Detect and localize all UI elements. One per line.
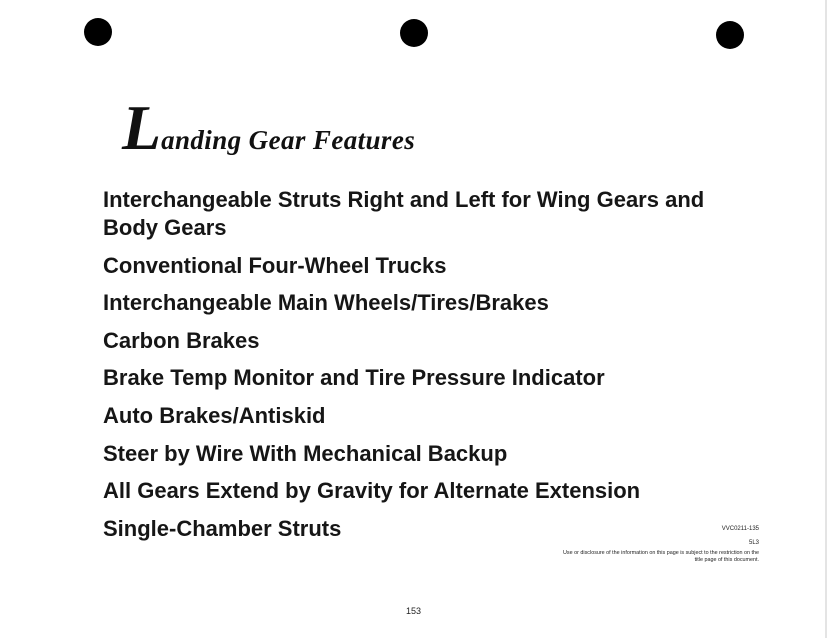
feature-item: Brake Temp Monitor and Tire Pressure Indicator: [103, 365, 605, 391]
document-sub-code: 5L3: [748, 540, 759, 546]
document-code: VVC0211-135: [721, 526, 759, 532]
binder-hole-center: [400, 19, 428, 47]
feature-item: Carbon Brakes: [103, 327, 260, 353]
feature-item: All Gears Extend by Gravity for Alternate Extension: [103, 478, 641, 504]
feature-item: Interchangeable Main Wheels/Tires/Brakes: [103, 290, 549, 316]
binder-hole-left: [84, 18, 112, 46]
feature-item: Conventional Four-Wheel Trucks: [103, 252, 447, 278]
title-initial-letter: L: [122, 92, 162, 163]
page-title: [122, 92, 416, 163]
page-number: 153: [405, 606, 422, 616]
feature-item: Single-Chamber Struts: [103, 515, 342, 541]
title-text: anding Gear Features: [161, 125, 416, 155]
feature-item: Auto Brakes/Antiskid: [103, 402, 326, 428]
binder-hole-right: [716, 21, 744, 49]
feature-item: Interchangeable Struts Right and Left for Wing Gears and Body Gears: [103, 187, 705, 240]
feature-list: [103, 186, 743, 552]
disclosure-notice: Use or disclosure of the information on this page is subject to the restriction on the title page of this document.: [563, 550, 759, 563]
feature-item: Steer by Wire With Mechanical Backup: [103, 440, 508, 466]
